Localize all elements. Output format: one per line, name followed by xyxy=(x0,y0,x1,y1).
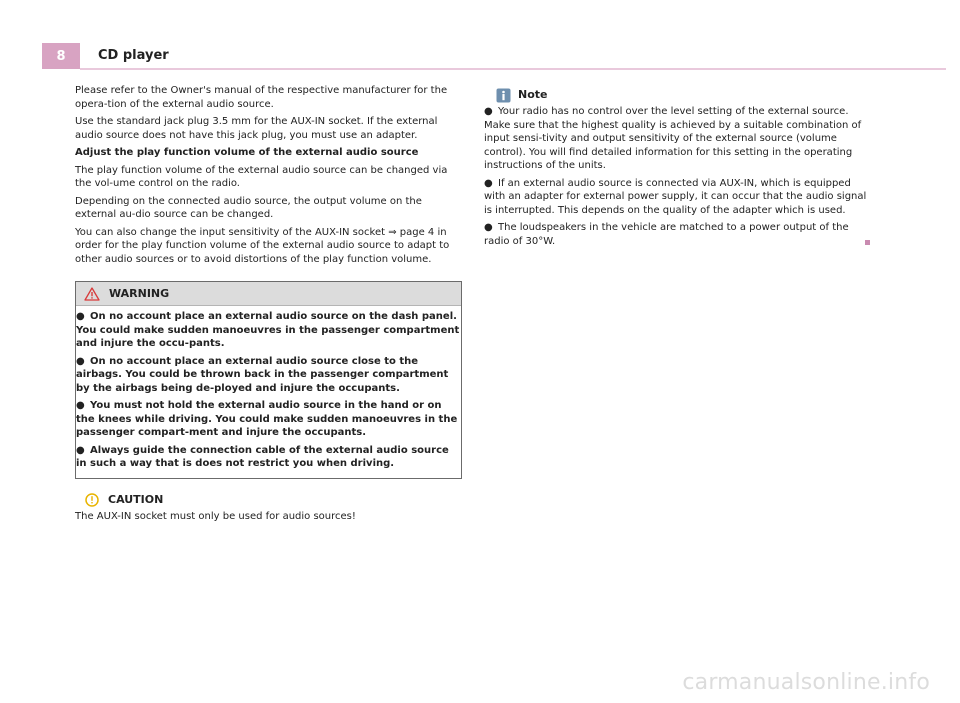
note-item: ● The loudspeakers in the vehicle are matched to a power output of the radio of 30°W. xyxy=(484,221,870,248)
subheading-volume: Adjust the play function volume of the external audio source xyxy=(75,147,419,158)
caution-text: The AUX-IN socket must only be used for audio sources! xyxy=(75,510,356,522)
bullet-icon: ● xyxy=(76,400,85,411)
warning-item: ● On no account place an external audio source close to the airbags. You could be thrown back in the passenger compartment by the airbags being de-ployed and injure the occupants. xyxy=(76,355,449,394)
paragraph-jack-plug: Use the standard jack plug 3.5 mm for the AUX-IN socket. If the external audio source does not have this jack plug, you must use an adapter. xyxy=(75,116,438,141)
paragraph-owner-manual: Please refer to the Owner's manual of the respective manufacturer for the opera-tion of the external audio source. xyxy=(75,85,448,110)
end-marker-icon xyxy=(865,240,870,245)
warning-header xyxy=(76,282,461,306)
bullet-icon: ● xyxy=(484,106,493,117)
bullet-icon: ● xyxy=(76,355,85,367)
warning-item: ● Always guide the connection cable of the external audio source in such a way that is does not restrict you when driving. xyxy=(76,444,449,469)
chapter-title: CD player xyxy=(98,48,169,63)
caution-header xyxy=(75,491,462,509)
paragraph-output-volume: Depending on the connected audio source, the output volume on the external au-dio source can be changed. xyxy=(75,195,422,220)
info-icon xyxy=(496,88,511,103)
right-column xyxy=(484,84,870,252)
caution-icon xyxy=(85,493,99,507)
caution-block xyxy=(75,491,462,524)
page-number: 8 xyxy=(42,43,80,69)
bullet-icon: ● xyxy=(484,177,493,189)
note-item: ● If an external audio source is connected via AUX-IN, which is equipped with an adapter for external power supply, it can occur that the audio signal is interrupted. This depends on the quality of the adapter which is used. xyxy=(484,177,867,216)
note-item: ● Your radio has no control over the level setting of the external source. Make sure that the highest quality is achieved by a suitable combination of input sensi-tivity and output sensitivity of the external source (volume control). You will find detailed information for this setting in the operating instructions of the units. xyxy=(484,106,862,171)
header-rule xyxy=(80,68,946,70)
paragraph-input-sensitivity: You can also change the input sensitivity of the AUX-IN socket ⇒ page 4 in order for the play function volume of the external audio source to adapt to other audio sources or to avoid distortions of the play function volume. xyxy=(75,226,450,265)
bullet-icon: ● xyxy=(484,222,493,233)
warning-icon xyxy=(84,287,100,301)
left-column xyxy=(75,84,462,527)
warning-item: ● On no account place an external audio source on the dash panel. You could make sudden manoeuvres in the passenger compartment and injure the occu-pants. xyxy=(76,311,460,349)
warning-box xyxy=(75,281,462,479)
warning-title: WARNING xyxy=(109,286,170,300)
paragraph-volume-control: The play function volume of the external audio source can be changed via the vol-ume control on the radio. xyxy=(75,164,448,189)
watermark: carmanualsonline.info xyxy=(682,670,930,695)
page-header xyxy=(0,0,960,70)
note-header xyxy=(484,86,870,104)
bullet-icon: ● xyxy=(76,444,85,456)
warning-item: ● You must not hold the external audio source in the hand or on the knees while driving. You could make sudden manoeuvres in the passenger compart-ment and injure the occupants. xyxy=(76,400,458,438)
note-title: Note xyxy=(518,88,548,102)
bullet-icon: ● xyxy=(76,311,85,322)
caution-title: CAUTION xyxy=(108,492,164,506)
